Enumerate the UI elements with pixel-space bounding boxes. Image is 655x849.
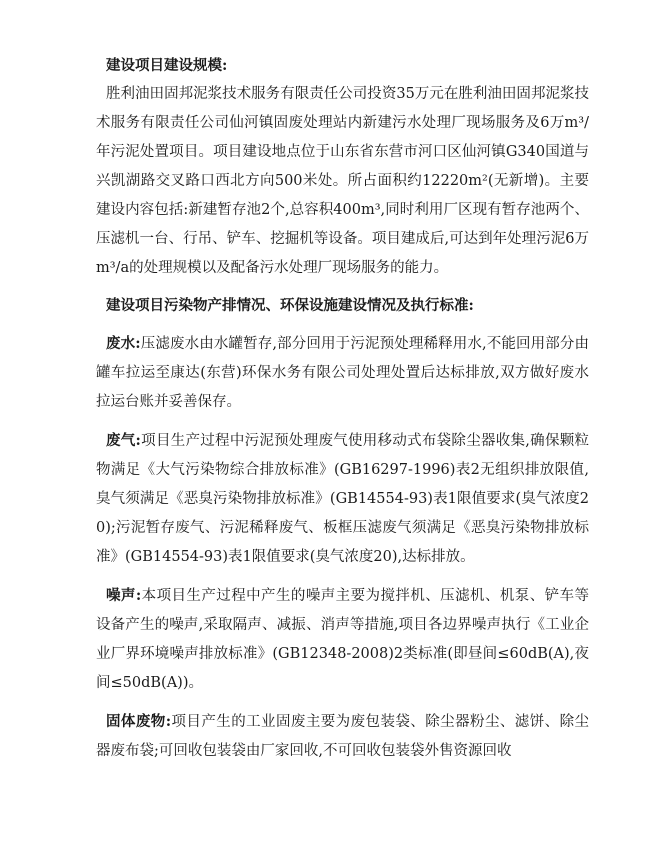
solid-waste-paragraph [96,707,589,766]
spacer [96,417,589,426]
exhaust-text: 项目生产过程中污泥预处理废气使用移动式布袋除尘器收集,确保颗粒物满足《大气污染物综合排放标准》(GB16297-1996)表2无组织排放限值,臭气须满足《恶臭污染物排放标准》(GB14554-93)表1限值要求(臭气浓度20);污泥暂存废气、污泥稀释废气、板框压滤废气须满足《恶臭污染物排放标准》(GB14554-93)表1限值要求(臭气浓度20),达标排放。 [96,433,589,565]
wastewater-label: 废水: [106,335,141,352]
solid-waste-text: 项目产生的工业固废主要为废包装袋、除尘器粉尘、滤饼、除尘器废布袋;可回收包装袋由厂家回收,不可回收包装袋外售资源回收 [96,714,589,759]
noise-text: 本项目生产过程中产生的噪声主要为搅拌机、压滤机、机泵、铲车等设备产生的噪声,采取隔声、减振、消声等措施,项目各边界噪声执行《工业企业厂界环境噪声排放标准》(GB12348-2008)2类标准(即昼间≤60dB(A),夜间≤50dB(A))。 [96,588,590,691]
exhaust-label: 废气: [106,432,141,449]
section-heading-scale: 建设项目建设规模: [106,57,228,74]
spacer [96,698,589,707]
wastewater-paragraph [96,329,589,417]
scale-paragraph: 胜利油田固邦泥浆技术服务有限责任公司投资35万元在胜利油田固邦泥浆技术服务有限责任公司仙河镇固废处理站内新建污水处理厂现场服务及6万m³/年污泥处置项目。项目建设地点位于山东省东营市河口区仙河镇G340国道与兴凯湖路交叉路口西北方向500米处。所占面积约12220m²(无新增)。主要建设内容包括:新建暂存池2个,总容积400m³,同时利用厂区现有暂存池两个、压滤机一台、行吊、铲车、挖掘机等设备。项目建成后,可达到年处理污泥6万m³/a的处理规模以及配备污水处理厂现场服务的能力。 [96,86,589,276]
solid-waste-label: 固体废物: [106,713,172,730]
spacer [96,283,589,292]
noise-paragraph [96,581,589,698]
spacer [96,320,589,329]
wastewater-text: 压滤废水由水罐暂存,部分回用于污泥预处理稀释用水,不能回用部分由罐车拉运至康达(东营)环保水务有限公司处理处置后达标排放,双方做好废水拉运台账并妥善保存。 [96,336,590,410]
spacer [96,572,589,581]
noise-label: 噪声: [106,587,142,604]
exhaust-paragraph [96,426,589,572]
section-heading-pollution: 建设项目污染物产排情况、环保设施建设情况及执行标准: [106,297,474,314]
